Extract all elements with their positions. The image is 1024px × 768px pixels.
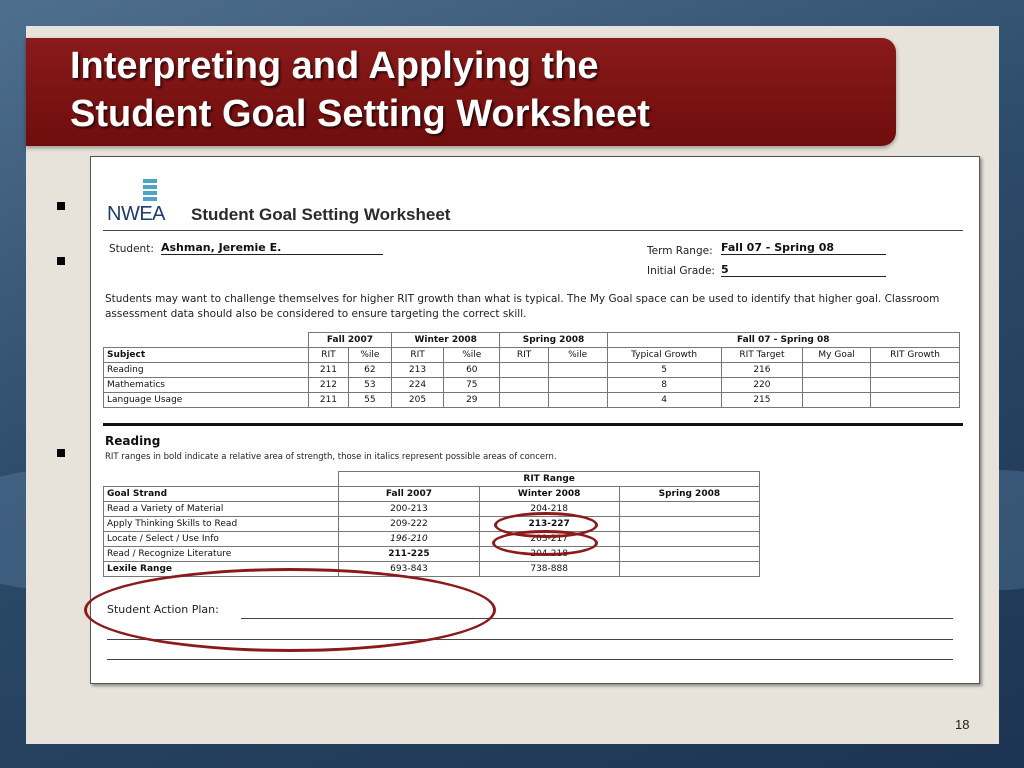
bullet-marker-1 [57,202,65,210]
sub-header: RIT [309,348,349,363]
reading-section-title: Reading [105,434,161,448]
table-cell: 211 [309,393,349,408]
sub-header: RIT [391,348,443,363]
table-cell: 211 [309,363,349,378]
subject-cell: Reading [104,363,309,378]
goal-strand-cell: Read / Recognize Literature [104,547,339,562]
slide-title-line-2: Student Goal Setting Worksheet [70,93,650,135]
table-cell-strength: 211-225 [339,547,479,562]
table-cell: 200-213 [339,502,479,517]
subject-cell: Language Usage [104,393,309,408]
table-cell [871,363,960,378]
goal-strand-cell: Apply Thinking Skills to Read [104,517,339,532]
table-cell [871,393,960,408]
my-goal-cell[interactable] [803,393,871,408]
table-cell [500,378,548,393]
table-cell: 204-218 [479,502,619,517]
bullet-marker-2 [57,257,65,265]
table-cell: 203-217 [479,532,619,547]
table-cell: 220 [721,378,802,393]
slide-title-line-1: Interpreting and Applying the [70,45,599,87]
logo-bars-icon [143,179,157,203]
table-cell: 75 [444,378,500,393]
highlight-ellipse-concern [492,530,598,556]
table-cell [619,517,759,532]
slide-title [70,42,870,138]
table-cell [871,378,960,393]
worksheet-title: Student Goal Setting Worksheet [191,205,451,224]
table-row [104,517,760,532]
group-header-fall-2007: Fall 2007 [309,333,392,348]
sub-header: %ile [348,348,391,363]
subject-cell: Mathematics [104,378,309,393]
student-label: Student: [109,243,154,255]
table-cell [619,562,759,577]
action-plan-label: Student Action Plan: [107,603,219,616]
table-cell: 29 [444,393,500,408]
table-cell-concern: 196-210 [339,532,479,547]
table-cell: 62 [348,363,391,378]
table-cell-strength: 213-227 [479,517,619,532]
table-cell [548,363,607,378]
table-cell: 224 [391,378,443,393]
table-cell: 738-888 [479,562,619,577]
table-cell: 215 [721,393,802,408]
table-cell: 693-843 [339,562,479,577]
section-divider [103,423,963,426]
sub-header: %ile [444,348,500,363]
table-cell [548,393,607,408]
my-goal-cell[interactable] [803,363,871,378]
goal-strand-cell: Lexile Range [104,562,339,577]
table-cell: 8 [607,378,721,393]
initial-grade-label: Initial Grade: [647,265,715,277]
table-row [104,378,960,393]
page-number: 18 [955,717,970,732]
student-name-field: Ashman, Jeremie E. [161,241,383,255]
action-plan-line-3[interactable] [107,659,953,660]
initial-grade-field: 5 [721,263,886,277]
group-header-fall-spring: Fall 07 - Spring 08 [607,333,959,348]
my-goal-cell[interactable] [803,378,871,393]
table-cell [619,532,759,547]
table-cell: 53 [348,378,391,393]
highlight-ellipse-action-plan [84,568,496,652]
group-header-winter-2008: Winter 2008 [391,333,500,348]
goal-strand-cell: Locate / Select / Use Info [104,532,339,547]
reading-goal-table [103,471,760,577]
sub-header: RIT Target [721,348,802,363]
term-range-label: Term Range: [647,245,713,257]
sub-header: RIT [500,348,548,363]
sub-header: %ile [548,348,607,363]
bullet-marker-3 [57,449,65,457]
col-header-winter-2008: Winter 2008 [479,487,619,502]
table-row [104,363,960,378]
table-row [104,532,760,547]
table-cell: 5 [607,363,721,378]
subject-header: Subject [104,348,309,363]
table-cell: 216 [721,363,802,378]
sub-header: My Goal [803,348,871,363]
table-row [104,502,760,517]
col-header-fall-2007: Fall 2007 [339,487,479,502]
nwea-logo [107,179,177,225]
table-cell: 55 [348,393,391,408]
table-row [104,547,760,562]
table-cell [548,378,607,393]
table-cell: 4 [607,393,721,408]
rit-range-header: RIT Range [339,472,760,487]
table-cell [500,363,548,378]
group-header-spring-2008: Spring 2008 [500,333,607,348]
table-cell: 204-218 [479,547,619,562]
term-range-field: Fall 07 - Spring 08 [721,241,886,255]
logo-text: NWEA [107,203,165,225]
summary-table [103,332,960,408]
col-header-spring-2008: Spring 2008 [619,487,759,502]
table-cell: 60 [444,363,500,378]
table-cell: 205 [391,393,443,408]
table-cell [500,393,548,408]
intro-paragraph: Students may want to challenge themselves for higher RIT growth than what is typical. The My Goal space can be used to identify that higher goal. Classroom assessment data should also be considered to ensure targeting the correct skill. [105,293,940,320]
header-divider [103,230,963,231]
reading-section-note: RIT ranges in bold indicate a relative area of strength, those in italics represent possible areas of concern. [105,452,557,462]
sub-header: RIT Growth [871,348,960,363]
sub-header: Typical Growth [607,348,721,363]
table-cell: 212 [309,378,349,393]
table-cell [619,547,759,562]
table-cell: 209-222 [339,517,479,532]
table-row [104,393,960,408]
goal-strand-cell: Read a Variety of Material [104,502,339,517]
table-cell: 213 [391,363,443,378]
goal-strand-header: Goal Strand [104,487,339,502]
table-cell [619,502,759,517]
